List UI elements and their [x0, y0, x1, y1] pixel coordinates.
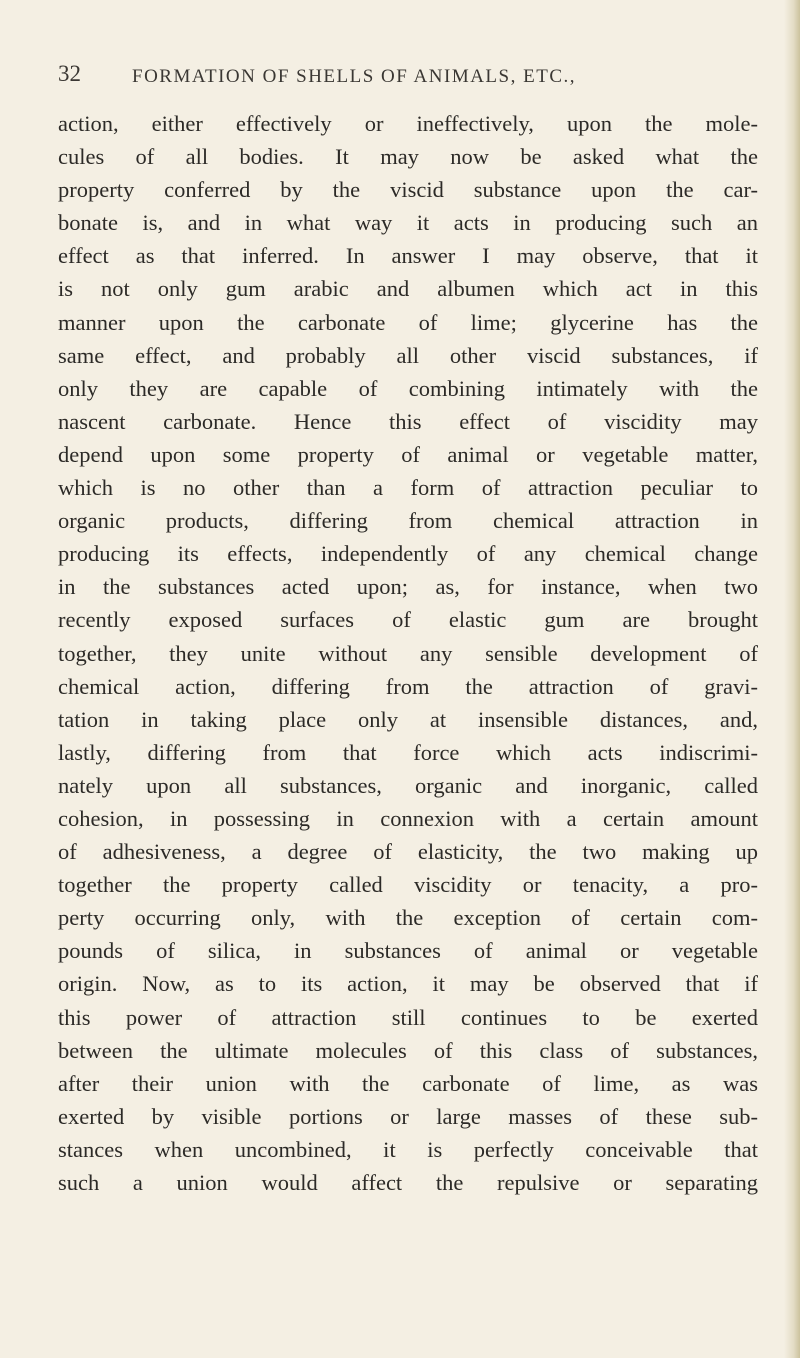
page-edge-shadow — [784, 0, 800, 1358]
text-line: depend upon some property of animal or vegetable matter, — [58, 441, 758, 467]
text-line: action, either effectively or ineffectively, upon the mole- — [58, 111, 758, 136]
text-line: effect as that inferred. In answer I may observe, that it — [58, 243, 758, 269]
text-line: which is no other than a form of attraction peculiar to — [58, 475, 758, 501]
text-line: cohesion, in possessing in connexion with a certain amount — [58, 805, 758, 831]
text-line: lastly, differing from that force which acts indiscrimi- — [58, 739, 758, 765]
text-line: manner upon the carbonate of lime; glycerine has the — [58, 309, 758, 335]
text-line: origin. Now, as to its action, it may be observed that if — [58, 971, 758, 997]
text-line: together the property called viscidity or tenacity, a pro- — [58, 872, 758, 898]
running-head: FORMATION OF SHELLS OF ANIMALS, ETC., — [132, 66, 576, 87]
text-line: stances when uncombined, it is perfectly conceivable that — [58, 1136, 758, 1162]
text-line: producing its effects, independently of any chemical change — [58, 541, 758, 567]
text-line: this power of attraction still continues to be exerted — [58, 1004, 758, 1030]
text-line: perty occurring only, with the exception of certain com- — [58, 905, 758, 931]
text-line: between the ultimate molecules of this class of substances, — [58, 1037, 758, 1063]
text-line: cules of all bodies. It may now be asked what the — [58, 144, 758, 170]
text-line: in the substances acted upon; as, for instance, when two — [58, 574, 758, 600]
text-line: bonate is, and in what way it acts in producing such an — [58, 210, 758, 236]
text-line: nately upon all substances, organic and inorganic, called — [58, 772, 758, 798]
text-line: after their union with the carbonate of lime, as was — [58, 1070, 758, 1096]
text-line: same effect, and probably all other viscid substances, if — [58, 342, 758, 368]
text-line: pounds of silica, in substances of animal or vegetable — [58, 938, 758, 964]
text-line: such a union would affect the repulsive or separating — [58, 1170, 758, 1195]
text-line: nascent carbonate. Hence this effect of viscidity may — [58, 408, 758, 434]
text-line: chemical action, differing from the attraction of gravi- — [58, 673, 758, 699]
text-line: of adhesiveness, a degree of elasticity, the two making up — [58, 839, 758, 865]
page-number: 32 — [58, 61, 81, 86]
text-line: together, they unite without any sensible development of — [58, 640, 758, 666]
text-line: is not only gum arabic and albumen which act in this — [58, 276, 758, 302]
text-line: recently exposed surfaces of elastic gum are brought — [58, 607, 758, 633]
text-line: tation in taking place only at insensible distances, and, — [58, 706, 758, 732]
body-text — [58, 107, 758, 1199]
text-line: organic products, differing from chemical attraction in — [58, 508, 758, 534]
text-line: exerted by visible portions or large masses of these sub- — [58, 1103, 758, 1129]
text-line: property conferred by the viscid substance upon the car- — [58, 177, 758, 203]
text-line: only they are capable of combining intimately with the — [58, 375, 758, 401]
